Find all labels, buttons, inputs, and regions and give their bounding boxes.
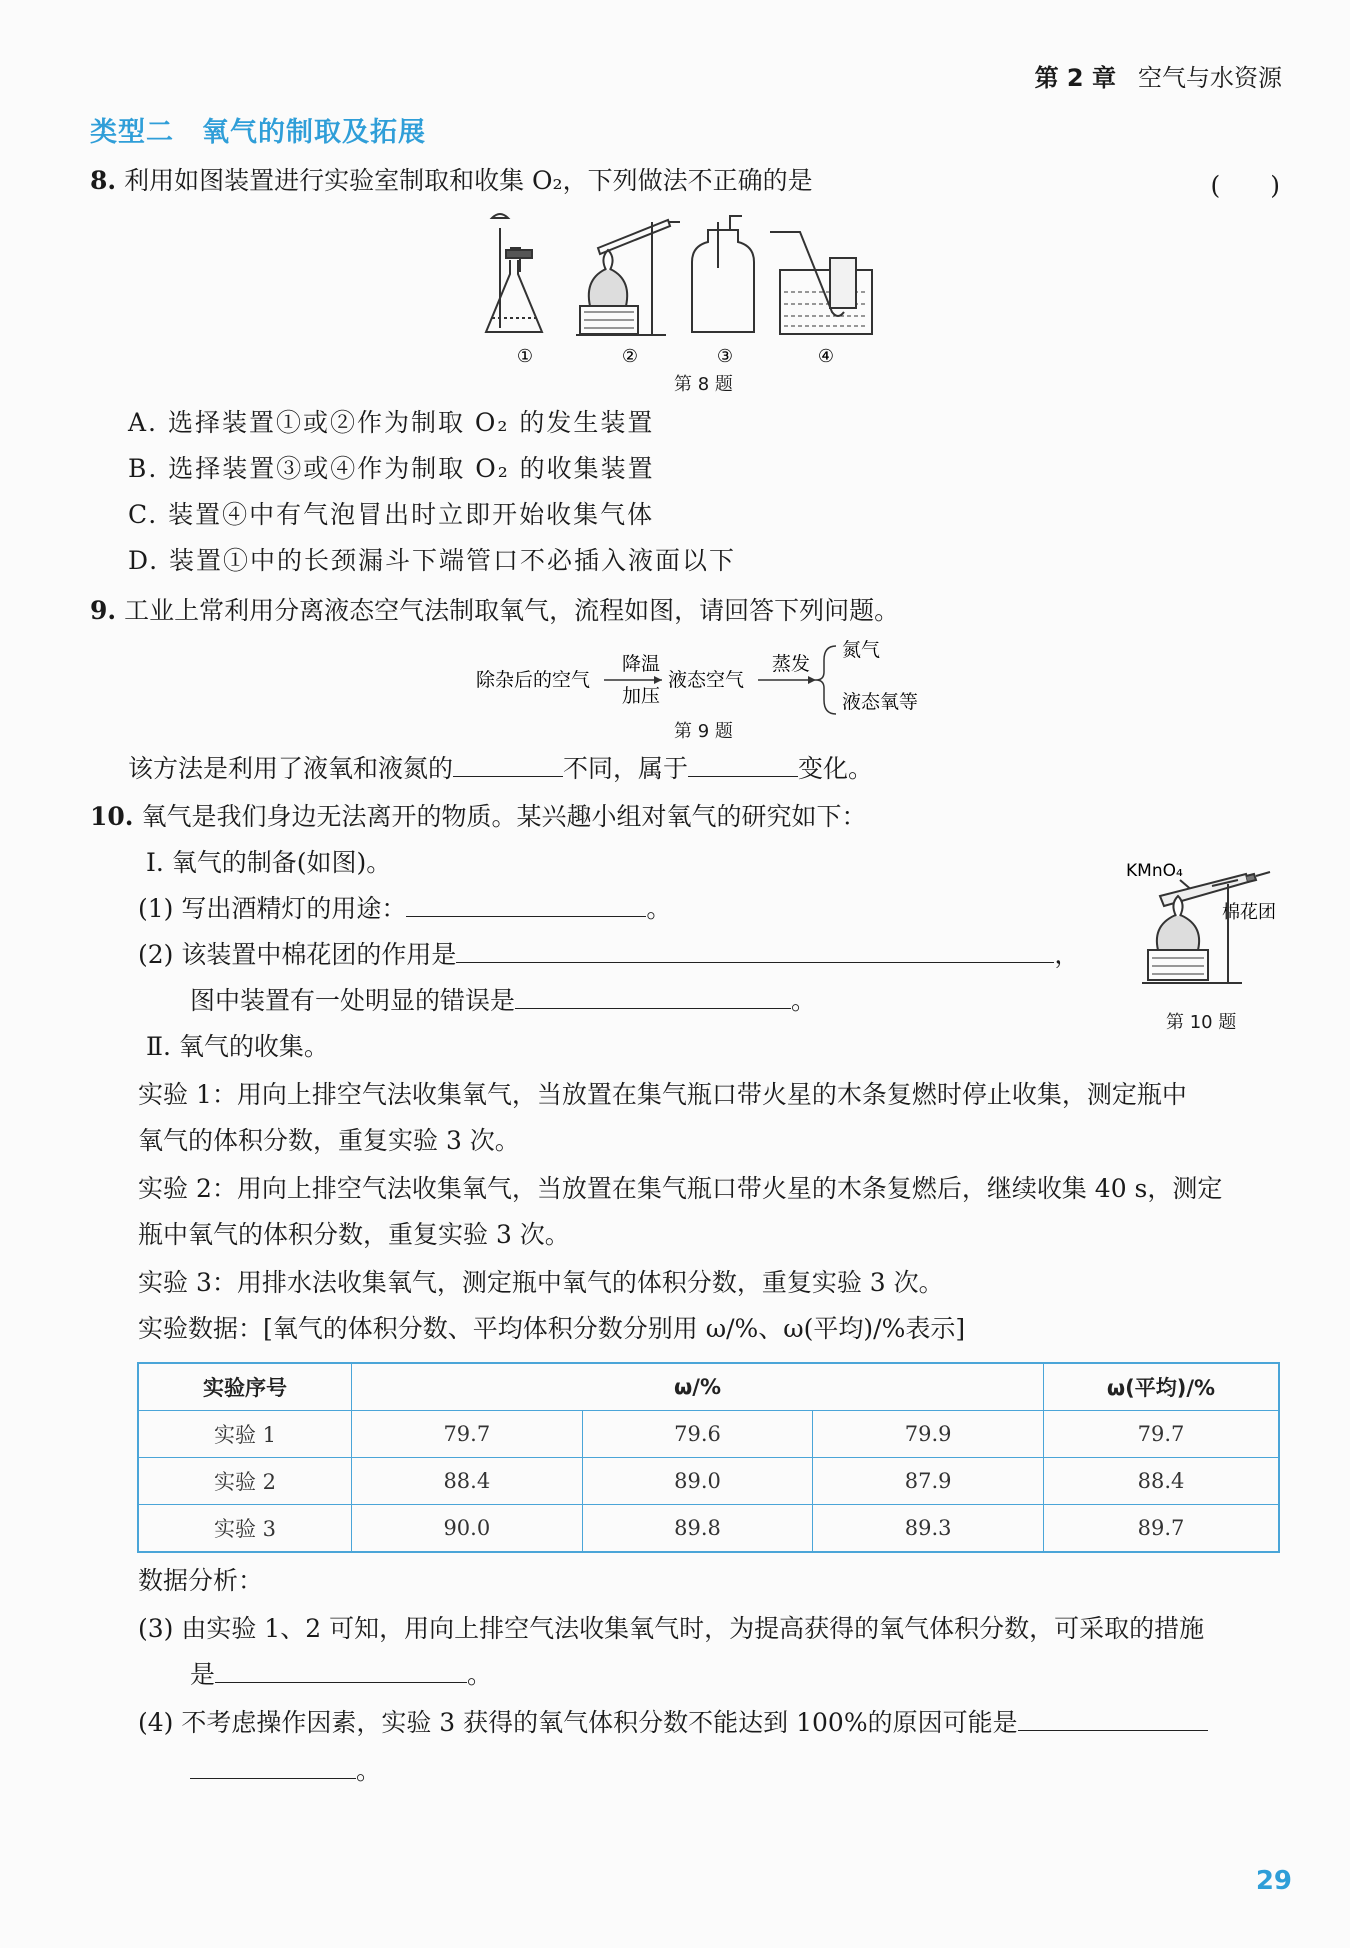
sub-question-text: 图中装置有一处明显的错误是 [190,986,516,1015]
answer-blank[interactable] [453,754,563,777]
analysis-heading: 数据分析： [138,1566,264,1595]
label-cotton: 棉花团 [1222,902,1276,923]
table-cell: 79.6 [582,1411,813,1458]
sub-question-1 [138,894,671,924]
label-kmno4: KMnO₄ [1126,861,1183,881]
punctuation: 。 [467,1660,493,1689]
table-cell: 88.4 [1044,1458,1280,1505]
question-text: 工业上常利用分离液态空气法制取氧气，流程如图，请回答下列问题。 [124,596,900,625]
experiment-1-line-1: 实验 1：用向上排空气法收集氧气，当放置在集气瓶口带火星的木条复燃时停止收集，测定瓶中 [138,1080,1187,1109]
punctuation: 。 [791,986,817,1015]
sub-question-text: (4) 不考虑操作因素，实验 3 获得的氧气体积分数不能达到 100%的原因可能是 [138,1708,1018,1737]
experiment-2-line-2: 瓶中氧气的体积分数，重复实验 3 次。 [138,1220,570,1249]
table-cell: 89.0 [582,1458,813,1505]
figure-caption: 第 9 题 [674,721,733,742]
answer-blank[interactable] [190,1756,356,1779]
option-c: C. 装置④中有气泡冒出时立即开始收集气体 [128,500,655,529]
sub-question-2b [190,986,816,1016]
table-cell: 87.9 [813,1458,1044,1505]
flow-middle: 液态空气 [668,669,745,691]
chapter-number: 第 2 章 [1034,64,1116,92]
figure-label-2: ② [621,346,639,367]
chapter-title: 空气与水资源 [1138,64,1282,92]
sub-question-3-line-2 [190,1660,492,1690]
option-b: B. 选择装置③或④作为制取 O₂ 的收集装置 [128,454,655,483]
fill-text-b: 不同，属于 [563,754,689,783]
flow-arrow1-bottom: 加压 [622,685,661,707]
table-cell: 89.3 [813,1505,1044,1553]
data-intro: 实验数据：[氧气的体积分数、平均体积分数分别用 ω/%、ω(平均)/%表示] [138,1314,966,1343]
punctuation: ， [1054,940,1080,969]
part-2-heading: Ⅱ. 氧气的收集。 [146,1032,329,1061]
flow-arrow1-top: 降温 [622,653,661,675]
sub-question-text: (1) 写出酒精灯的用途： [138,894,407,923]
table-cell: 89.7 [1044,1505,1280,1553]
answer-bracket: ( ) [1210,171,1280,200]
table-cell: 79.7 [352,1411,583,1458]
part-1-heading: Ⅰ. 氧气的制备(如图)。 [146,848,392,877]
option-d: D. 装置①中的长颈漏斗下端管口不必插入液面以下 [128,546,737,575]
answer-blank[interactable] [456,940,1054,963]
answer-blank[interactable] [215,1660,467,1683]
table-header-cell: ω(平均)/% [1044,1363,1280,1411]
table-header-cell: 实验序号 [138,1363,352,1411]
flow-start: 除杂后的空气 [476,669,591,691]
data-table [137,1362,1280,1553]
question-8 [90,166,813,196]
table-cell: 88.4 [352,1458,583,1505]
figure-caption: 第 8 题 [674,374,733,395]
question-number: 9. [90,596,117,625]
fill-text-a: 该方法是利用了液氧和液氮的 [128,754,454,783]
table-row [138,1458,1279,1505]
answer-blank[interactable] [1018,1708,1208,1731]
flow-out1: 氮气 [842,639,881,661]
figure-label-4: ④ [817,346,835,367]
conical-flask-apparatus [486,214,542,332]
figure-caption: 第 10 题 [1166,1012,1237,1033]
gas-collecting-bottle [692,216,754,332]
q8-apparatus-figure [480,208,900,386]
table-cell: 89.8 [582,1505,813,1553]
sub-question-4 [138,1708,1208,1738]
question-number: 8. [90,166,117,195]
question-10 [90,802,867,832]
figure-label-3: ③ [716,346,734,367]
water-trough [770,232,872,334]
punctuation: 。 [646,894,672,923]
experiment-1-line-2: 氧气的体积分数，重复实验 3 次。 [138,1126,520,1155]
punctuation: 。 [356,1756,382,1785]
option-a: A. 选择装置①或②作为制取 O₂ 的发生装置 [128,408,655,437]
table-cell: 实验 1 [138,1411,352,1458]
table-cell: 90.0 [352,1505,583,1553]
question-text: 利用如图装置进行实验室制取和收集 O₂，下列做法不正确的是 [124,166,813,195]
sub-question-2 [138,940,1079,970]
experiment-2-line-1: 实验 2：用向上排空气法收集氧气，当放置在集气瓶口带火星的木条复燃后，继续收集 40 s，测定 [138,1174,1223,1203]
table-row [138,1411,1279,1458]
flow-out2: 液态氧等 [842,691,919,713]
q10-apparatus-figure [1120,850,1300,1000]
answer-blank[interactable] [406,894,646,917]
table-cell: 实验 2 [138,1458,352,1505]
question-text: 氧气是我们身边无法离开的物质。某兴趣小组对氧气的研究如下： [141,802,867,831]
table-header-row [138,1363,1279,1411]
table-cell: 实验 3 [138,1505,352,1553]
table-cell: 79.7 [1044,1411,1280,1458]
sub-question-text: 是 [190,1660,216,1689]
q9-fill-line [128,754,873,784]
section-title: 类型二 氧气的制取及拓展 [90,117,426,148]
fill-text-c: 变化。 [798,754,874,783]
page-number: 29 [1255,1866,1292,1896]
sub-question-text: (2) 该装置中棉花团的作用是 [138,940,457,969]
flow-arrow2-top: 蒸发 [772,653,811,675]
table-header-cell: ω/% [352,1363,1044,1411]
answer-blank[interactable] [688,754,798,777]
answer-blank[interactable] [515,986,791,1009]
running-header [1035,58,1282,93]
sub-question-4-continued [190,1756,381,1786]
heating-apparatus [576,220,680,335]
question-9 [90,596,899,626]
table-cell: 79.9 [813,1411,1044,1458]
experiment-3-line: 实验 3：用排水法收集氧气，测定瓶中氧气的体积分数，重复实验 3 次。 [138,1268,944,1297]
table-row [138,1505,1279,1553]
sub-question-3-line-1: (3) 由实验 1、2 可知，用向上排空气法收集氧气时，为提高获得的氧气体积分数，可采取的措施 [138,1614,1205,1643]
figure-label-1: ① [516,346,534,367]
q9-flow-diagram [476,636,946,726]
question-number: 10. [90,802,134,831]
